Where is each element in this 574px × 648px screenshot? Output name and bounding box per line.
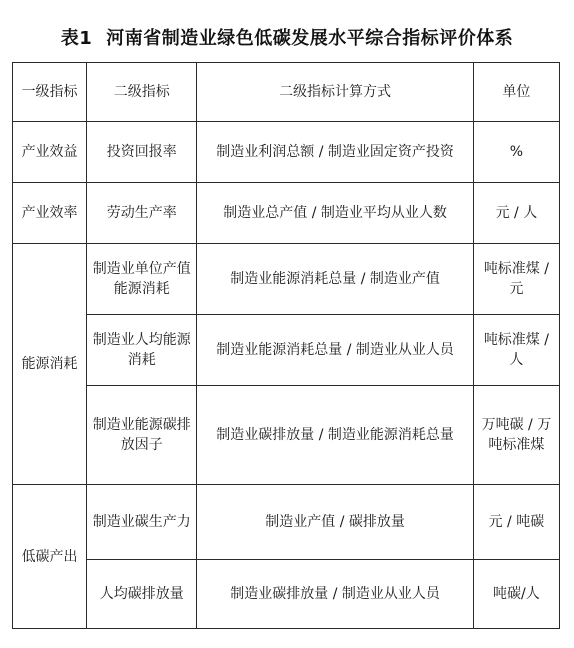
level1-cell: 产业效益 bbox=[13, 122, 87, 183]
level2-cell: 劳动生产率 bbox=[87, 183, 197, 244]
formula-cell: 制造业能源消耗总量 / 制造业产值 bbox=[197, 244, 474, 315]
header-level1: 一级指标 bbox=[13, 63, 87, 122]
table-row bbox=[13, 122, 560, 183]
level1-cell: 产业效率 bbox=[13, 183, 87, 244]
table-header-row bbox=[13, 63, 560, 122]
table-row bbox=[13, 560, 560, 629]
formula-cell: 制造业总产值 / 制造业平均从业人数 bbox=[197, 183, 474, 244]
unit-cell: 吨碳/人 bbox=[473, 560, 559, 629]
formula-cell: 制造业利润总额 / 制造业固定资产投资 bbox=[197, 122, 474, 183]
formula-cell: 制造业产值 / 碳排放量 bbox=[197, 485, 474, 560]
unit-cell: % bbox=[473, 122, 559, 183]
indicator-table bbox=[12, 62, 560, 629]
level2-cell: 制造业人均能源消耗 bbox=[87, 315, 197, 386]
table-row bbox=[13, 485, 560, 560]
level2-cell: 制造业能源碳排放因子 bbox=[87, 386, 197, 485]
level2-cell: 制造业单位产值能源消耗 bbox=[87, 244, 197, 315]
table-title-text: 河南省制造业绿色低碳发展水平综合指标评价体系 bbox=[106, 28, 514, 49]
unit-cell: 吨标准煤 / 人 bbox=[473, 315, 559, 386]
formula-cell: 制造业碳排放量 / 制造业能源消耗总量 bbox=[197, 386, 474, 485]
table-row bbox=[13, 183, 560, 244]
level2-cell: 人均碳排放量 bbox=[87, 560, 197, 629]
table-title bbox=[0, 24, 574, 50]
formula-cell: 制造业碳排放量 / 制造业从业人员 bbox=[197, 560, 474, 629]
table-row bbox=[13, 386, 560, 485]
header-formula: 二级指标计算方式 bbox=[197, 63, 474, 122]
unit-cell: 元 / 人 bbox=[473, 183, 559, 244]
level2-cell: 投资回报率 bbox=[87, 122, 197, 183]
table-number: 表1 bbox=[60, 28, 93, 49]
table-row bbox=[13, 244, 560, 315]
unit-cell: 元 / 吨碳 bbox=[473, 485, 559, 560]
table-row bbox=[13, 315, 560, 386]
level1-cell: 能源消耗 bbox=[13, 244, 87, 485]
unit-cell: 吨标准煤 / 元 bbox=[473, 244, 559, 315]
formula-cell: 制造业能源消耗总量 / 制造业从业人员 bbox=[197, 315, 474, 386]
level1-cell: 低碳产出 bbox=[13, 485, 87, 629]
header-unit: 单位 bbox=[473, 63, 559, 122]
unit-cell: 万吨碳 / 万吨标准煤 bbox=[473, 386, 559, 485]
header-level2: 二级指标 bbox=[87, 63, 197, 122]
level2-cell: 制造业碳生产力 bbox=[87, 485, 197, 560]
